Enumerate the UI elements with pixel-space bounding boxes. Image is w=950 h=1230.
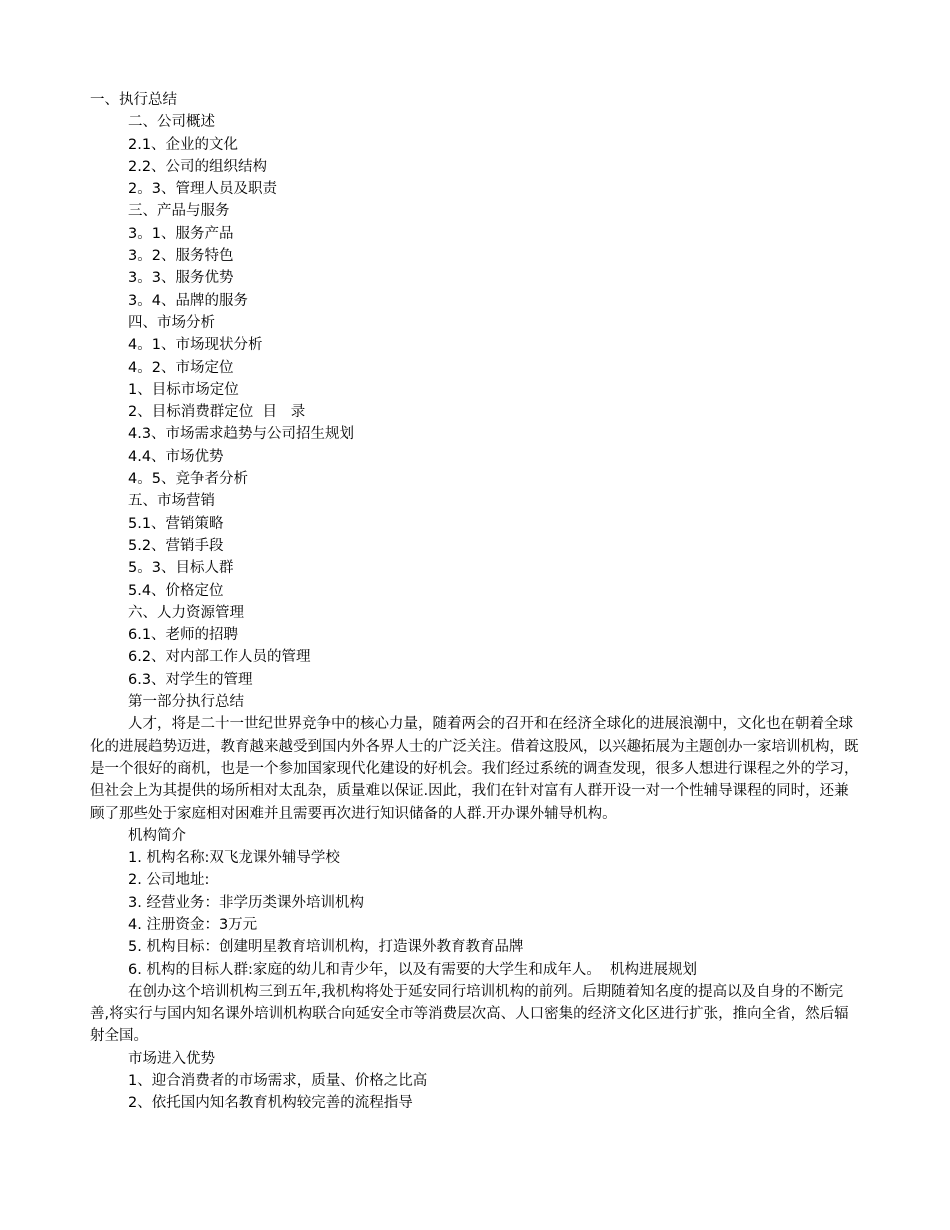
- list-item: 1. 机构名称:双飞龙课外辅导学校: [128, 850, 340, 867]
- toc-item: 3。1、服务产品: [128, 225, 234, 242]
- toc-item: 4。2、市场定位: [128, 359, 234, 376]
- toc-item: 3。3、服务优势: [128, 270, 234, 287]
- toc-item: 四、市场分析: [128, 314, 215, 331]
- plan-paragraph: 在创办这个培训机构三到五年,我机构将处于延安同行培训机构的前列。后期随着知名度的提高以及自身的不断完善,将实行与国内知名课外培训机构联合向延安全市等消费层次高、人口密集的经济文化区进行扩张，推向全省，然后辐射全国。: [90, 983, 849, 1045]
- toc-item: 五、市场营销: [128, 493, 215, 510]
- toc-item: 6.2、对内部工作人员的管理: [128, 649, 311, 666]
- toc-item: 5.4、价格定位: [128, 582, 224, 599]
- toc-item: 6.1、老师的招聘: [128, 627, 239, 644]
- toc-item: 六、人力资源管理: [128, 604, 244, 621]
- list-item: 1、迎合消费者的市场需求，质量、价格之比高: [128, 1073, 428, 1090]
- list-item: 6. 机构的目标人群:家庭的幼儿和青少年，以及有需要的大学生和成年人。 机构进展规划: [128, 961, 698, 978]
- org-info-list: [90, 847, 860, 981]
- toc-item: 2.2、公司的组织结构: [128, 158, 268, 175]
- toc-item: 5.1、营销策略: [128, 515, 224, 532]
- market-advantage-list: [90, 1070, 860, 1115]
- toc-title: 一、执行总结: [90, 92, 177, 108]
- toc-item: 6.3、对学生的管理: [128, 671, 253, 688]
- toc-item: 二、公司概述: [128, 114, 215, 131]
- list-item: 5. 机构目标：创建明星教育培训机构，打造课外教育教育品牌: [128, 939, 524, 956]
- market-title: 市场进入优势: [128, 1050, 215, 1067]
- toc-item: 5.2、营销手段: [128, 537, 224, 554]
- list-item: 2、依托国内知名教育机构较完善的流程指导: [128, 1095, 413, 1112]
- table-of-contents: [90, 111, 860, 691]
- toc-item: 3。2、服务特色: [128, 248, 234, 265]
- section-title: 第一部分执行总结: [128, 694, 244, 711]
- toc-item: 2.1、企业的文化: [128, 136, 239, 153]
- toc-item: 4。5、竞争者分析: [128, 471, 248, 488]
- toc-item: 4。1、市场现状分析: [128, 337, 263, 354]
- toc-item: 1、目标市场定位: [128, 381, 239, 398]
- toc-item: 2。3、管理人员及职责: [128, 181, 277, 198]
- toc-item: 三、产品与服务: [128, 203, 230, 220]
- list-item: 4. 注册资金：3万元: [128, 916, 258, 933]
- toc-item: 2、目标消费群定位 目 录: [128, 404, 306, 421]
- list-item: 2. 公司地址:: [128, 872, 210, 889]
- toc-item: 5。3、目标人群: [128, 560, 234, 577]
- toc-item: 3。4、品牌的服务: [128, 292, 248, 309]
- toc-item: 4.3、市场需求趋势与公司招生规划: [128, 426, 355, 443]
- toc-item: 4.4、市场优势: [128, 448, 224, 465]
- org-intro-title: 机构简介: [128, 827, 186, 844]
- intro-paragraph: 人才，将是二十一世纪世界竞争中的核心力量，随着两会的召开和在经济全球化的进展浪潮中，文化也在朝着全球化的进展趋势迈进，教育越来越受到国内外各界人士的广泛关注。借着这股风，以兴趣拓展为主题创办一家培训机构，既是一个很好的商机，也是一个参加国家现代化建设的好机会。我们经过系统的调查发现，很多人想进行课程之外的学习，但社会上为其提供的场所相对太乱杂，质量难以保证.因此，我们在针对富有人群开设一对一个性辅导课程的同时，还兼顾了那些处于家庭相对困难并且需要再次进行知识储备的人群.开办课外辅导机构。: [90, 716, 859, 822]
- list-item: 3. 经营业务：非学历类课外培训机构: [128, 894, 364, 911]
